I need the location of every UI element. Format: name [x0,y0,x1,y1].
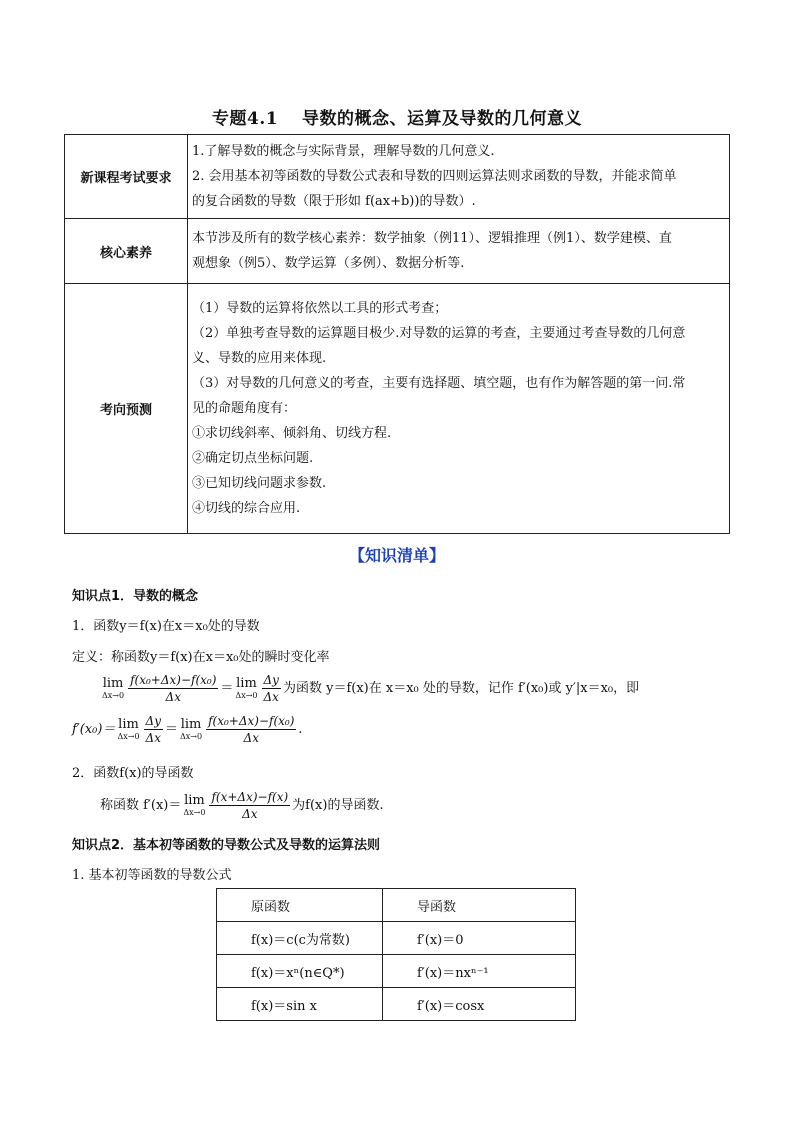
table-row [217,988,576,1021]
item-title: 2．函数f(x)的导函数 [72,766,194,781]
table-row [217,922,576,955]
table-row [217,955,576,988]
derivative-formula-table [216,888,576,1021]
table-cell: f′(x)＝0 [383,922,576,955]
table-cell: f(x)＝c(c为常数) [217,922,383,955]
table-cell: f(x)＝sin x [217,988,383,1021]
fraction: $\frac{\text{f(x₀+Δx)−f(x₀)}}{\Delta x}$ [208,714,295,745]
table-row [217,889,576,922]
knowledge-point-heading: 知识点2．基本初等函数的导数公式及导数的运算法则 [72,838,381,853]
content-line: 义、导数的应用来体现. [192,351,327,366]
content-line: 见的命题角度有： [192,401,297,416]
limit-definition-formula: lim Δx→0 $\frac{\text{f(x₀+Δx)−f(x₀)}}{\Delta x}$ ＝ lim Δx→0 $\frac{\Delta y}{\Delta x}$ 为函数 y＝f(x)在 x＝x₀ 处的导数，记作 f′(x₀)或 y′|x＝x₀，即 [102,673,640,704]
content-line: 本节涉及所有的数学核心素养：数学抽象（例11）、逻辑推理（例1）、数学建模、直 [192,231,672,246]
derivative-equation: f′(x₀)＝ lim Δx→0 $\frac{\Delta y}{\Delta x}$ ＝ lim Δx→0 $\frac{\text{f(x₀+Δx)−f(x₀)}}{\Delta x}$ . [72,714,303,745]
content-line: ①求切线斜率、倾斜角、切线方程. [192,426,392,441]
definition-tail: 为函数 y＝f(x)在 x＝x₀ 处的导数，记作 f′(x₀)或 y′|x＝x₀，即 [282,681,640,696]
content-line: （1）导数的运算将依然以工具的形式考查； [192,301,448,316]
table-header: 原函数 [217,889,383,922]
content-line: 1.了解导数的概念与实际背景，理解导数的几何意义. [192,144,495,159]
page-title: 专题4.1 导数的概念、运算及导数的几何意义 [212,109,582,129]
content-line: （3）对导数的几何意义的考查，主要有选择题、填空题，也有作为解答题的第一问.常 [192,376,686,391]
row-heading: 考向预测 [65,284,188,534]
content-line: 的复合函数的导数（限于形如 f(ax+b))的导数）. [192,194,476,209]
table-cell: f′(x)＝nxⁿ⁻¹ [383,955,576,988]
definition-text: 定义：称函数y＝f(x)在x＝x₀处的瞬时变化率 [72,650,330,665]
row-heading: 核心素养 [65,219,188,284]
table-row [65,284,730,534]
fraction: $\frac{\Delta y}{\Delta x}$ [145,714,161,745]
item-title: 1．函数y＝f(x)在x＝x₀处的导数 [72,619,260,634]
content-line: 观想象（例5）、数学运算（多例）、数据分析等. [192,256,465,271]
content-line: （2）单独考查导数的运算题目极少.对导数的运算的考查，主要通过考查导数的几何意 [192,326,686,341]
requirements-table [64,134,730,534]
derivative-function-formula: 称函数 f′(x)＝ lim Δx→0 $\frac{f(x+\Delta x)-f(x)}{\Delta x}$ 为f(x)的导函数. [100,790,384,821]
fraction: $\frac{\Delta y}{\Delta x}$ [263,673,279,704]
fraction: $\frac{\text{f(x₀+Δx)−f(x₀)}}{\Delta x}$ [130,673,217,704]
row-content [188,135,730,219]
row-heading: 新课程考试要求 [65,135,188,219]
content-line: ④切线的综合应用. [192,501,301,516]
limit-symbol: lim Δx→0 [180,716,203,741]
table-row [65,135,730,219]
table-header: 导函数 [383,889,576,922]
limit-symbol: lim Δx→0 [183,792,206,817]
table-row [65,219,730,284]
limit-symbol: lim Δx→0 [235,675,258,700]
content-line: ③已知切线问题求参数. [192,476,327,491]
content-line: 2. 会用基本初等函数的导数公式表和导数的四则运算法则求函数的导数，并能求简单 [192,169,677,184]
row-content [188,219,730,284]
table-cell: f′(x)＝cosx [383,988,576,1021]
section-title: 【知识清单】 [348,546,445,565]
knowledge-point-heading: 知识点1．导数的概念 [72,589,199,604]
table-cell: f(x)＝xⁿ(n∈Q*) [217,955,383,988]
limit-symbol: lim Δx→0 [102,675,125,700]
limit-symbol: lim Δx→0 [117,716,140,741]
row-content [188,284,730,534]
fraction: $\frac{f(x+\Delta x)-f(x)}{\Delta x}$ [211,790,289,821]
content-line: ②确定切点坐标问题. [192,451,314,466]
item-title: 1. 基本初等函数的导数公式 [72,868,232,883]
